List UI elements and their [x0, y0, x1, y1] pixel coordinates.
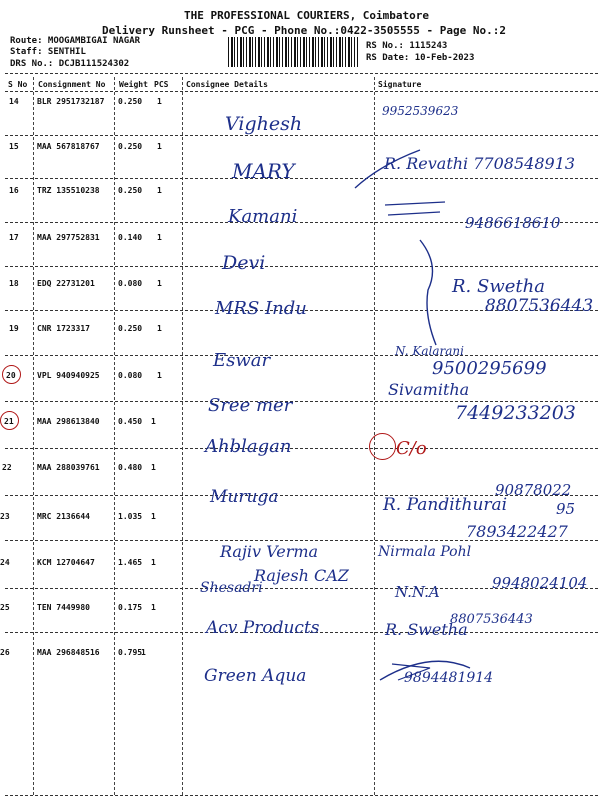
handwritten-signature: R. Swetha — [385, 620, 468, 639]
row-sno: 22 — [2, 463, 12, 472]
row-weight: 0.450 — [118, 417, 143, 426]
handwritten-consignee-name: MRS Indu — [215, 298, 307, 319]
row-weight: 0.140 — [118, 233, 143, 242]
row-consignment: MAA 297752831 — [37, 233, 100, 242]
route-label: Route: MOOGAMBIGAI NAGAR — [10, 36, 141, 46]
handwritten-consignee-name: MARY — [232, 159, 295, 183]
row-consignment: MAA 567818767 — [37, 142, 100, 151]
handwritten-consignee-name: Acv Products — [206, 618, 320, 638]
company-title: THE PROFESSIONAL COURIERS, Coimbatore — [184, 9, 430, 22]
row-pcs: 1 — [151, 558, 156, 567]
col-consignee-header: Consignee Details — [186, 80, 268, 89]
row-consignment: CNR 1723317 — [37, 324, 90, 333]
staff-label: Staff: SENTHIL — [10, 47, 86, 57]
pen-stroke — [392, 664, 430, 680]
handwritten-signature: 8807536443 — [450, 612, 533, 627]
handwritten-consignee-name: Shesadri — [200, 580, 263, 596]
handwritten-signature: R. Revathi 7708548913 — [384, 154, 576, 173]
row-sno: 23 — [0, 512, 10, 521]
rs-number: RS No.: 1115243 — [366, 41, 448, 51]
row-pcs: 1 — [157, 324, 162, 333]
handwritten-consignee-name: Sree mer — [208, 395, 293, 416]
handwritten-consignee-name: Green Aqua — [204, 666, 307, 686]
handwritten-signature: 95 — [556, 500, 576, 518]
rs-date: RS Date: 10-Feb-2023 — [366, 53, 475, 63]
handwritten-consignee-name: Kamani — [228, 206, 298, 227]
handwritten-signature: R. Swetha — [452, 276, 545, 297]
col-sno-header: S No — [8, 80, 28, 89]
handwritten-consignee-name: Devi — [222, 252, 266, 274]
col-weight-header: Weight — [119, 80, 148, 89]
handwritten-signature: 9486618610 — [465, 214, 561, 232]
row-pcs: 1 — [157, 279, 162, 288]
handwritten-consignee-name: Vighesh — [225, 113, 303, 135]
handwritten-consignee-name: Eswar — [213, 350, 271, 371]
handwritten-signature: 7893422427 — [466, 522, 568, 541]
row-sno: 17 — [9, 233, 19, 242]
row-pcs: 1 — [141, 648, 146, 657]
handwritten-signature: N.N.A — [395, 583, 440, 601]
handwritten-signature: 9500295699 — [432, 358, 547, 379]
col-signature-header: Signature — [378, 80, 422, 89]
row-weight: 0.250 — [118, 186, 143, 195]
handwritten-signature: C/o — [396, 438, 427, 459]
row-sno: 14 — [9, 97, 19, 106]
row-sno: 16 — [9, 186, 19, 195]
row-sno: 24 — [0, 558, 10, 567]
row-sno: 20 — [6, 371, 16, 380]
row-consignment: TEN 7449980 — [37, 603, 90, 612]
row-sno: 21 — [4, 417, 14, 426]
drs-number: DRS No.: DCJB111524302 — [10, 59, 130, 69]
handwritten-signature: 9948024104 — [492, 574, 588, 592]
row-weight: 0.480 — [118, 463, 143, 472]
row-consignment: TRZ 135510238 — [37, 186, 100, 195]
runsheet-title: Delivery Runsheet - PCG - Phone No.:0422-3505555 - Page No.:2 — [102, 24, 506, 37]
col-consignment-header: Consignment No — [38, 80, 106, 89]
row-sno: 15 — [9, 142, 19, 151]
row-consignment: MAA 296848516 — [37, 648, 100, 657]
row-weight: 0.080 — [118, 371, 143, 380]
row-consignment: EDQ 22731201 — [37, 279, 95, 288]
bracket-stroke — [420, 240, 436, 345]
row-pcs: 1 — [157, 142, 162, 151]
handwritten-consignee-name: Rajiv Verma — [220, 542, 319, 561]
row-sno: 25 — [0, 603, 10, 612]
pen-stroke — [355, 150, 420, 188]
handwritten-signature: Nirmala Pohl — [378, 544, 472, 560]
row-consignment: VPL 940940925 — [37, 371, 100, 380]
handwritten-signature: R. Pandithurai — [383, 495, 508, 515]
handwritten-signature: Sivamitha — [388, 380, 470, 399]
row-weight: 0.080 — [118, 279, 143, 288]
row-weight: 0.250 — [118, 97, 143, 106]
handwritten-consignee-name: Ahblagan — [205, 436, 292, 457]
row-consignment: MRC 2136644 — [37, 512, 90, 521]
row-weight: 0.795 — [118, 648, 143, 657]
row-pcs: 1 — [151, 512, 156, 521]
row-consignment: BLR 2951732187 — [37, 97, 105, 106]
row-weight: 0.175 — [118, 603, 143, 612]
row-pcs: 1 — [157, 233, 162, 242]
handwritten-signature: 90878022 — [495, 481, 572, 499]
handwritten-signature: 7449233203 — [455, 402, 576, 424]
row-weight: 0.250 — [118, 142, 143, 151]
row-consignment: KCM 12704647 — [37, 558, 95, 567]
row-consignment: MAA 298613840 — [37, 417, 100, 426]
row-pcs: 1 — [157, 371, 162, 380]
col-pcs-header: PCS — [154, 80, 169, 89]
handwritten-signature: 9894481914 — [404, 670, 494, 686]
row-pcs: 1 — [151, 417, 156, 426]
row-weight: 1.465 — [118, 558, 143, 567]
handwritten-signature: 8807536443 — [485, 296, 594, 316]
row-sno: 26 — [0, 648, 10, 657]
handwritten-consignee-name: Rajesh CAZ — [254, 566, 349, 585]
row-weight: 0.250 — [118, 324, 143, 333]
pen-stroke — [385, 202, 445, 215]
row-consignment: MAA 288039761 — [37, 463, 100, 472]
row-sno: 18 — [9, 279, 19, 288]
row-pcs: 1 — [151, 463, 156, 472]
row-pcs: 1 — [151, 603, 156, 612]
handwritten-signature: 9952539623 — [382, 104, 459, 118]
row-pcs: 1 — [157, 97, 162, 106]
row-weight: 1.035 — [118, 512, 143, 521]
row-pcs: 1 — [157, 186, 162, 195]
row-sno: 19 — [9, 324, 19, 333]
handwritten-signature: N. Kalarani — [395, 344, 464, 358]
handwritten-consignee-name: Muruga — [210, 487, 279, 507]
